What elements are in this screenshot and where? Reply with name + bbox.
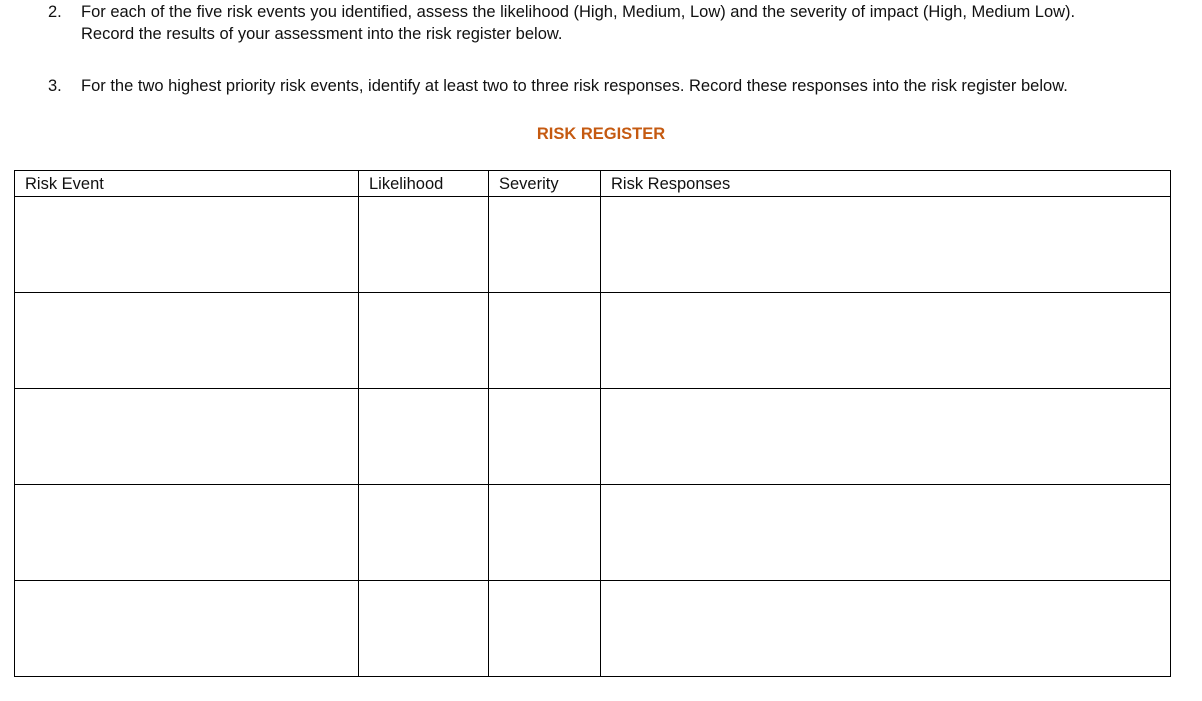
likelihood-cell[interactable] bbox=[359, 293, 489, 389]
likelihood-cell[interactable] bbox=[359, 581, 489, 677]
risk-event-cell[interactable] bbox=[15, 293, 359, 389]
risk-responses-cell[interactable] bbox=[601, 581, 1171, 677]
table-row bbox=[15, 293, 1171, 389]
table-header-row bbox=[15, 171, 1171, 197]
risk-event-cell[interactable] bbox=[15, 389, 359, 485]
instruction-text bbox=[81, 75, 1196, 97]
instruction-text bbox=[81, 1, 1196, 45]
risk-responses-cell[interactable] bbox=[601, 293, 1171, 389]
table-row bbox=[15, 581, 1171, 677]
header-severity: Severity bbox=[489, 171, 601, 197]
table-row bbox=[15, 197, 1171, 293]
table-row bbox=[15, 485, 1171, 581]
severity-cell[interactable] bbox=[489, 197, 601, 293]
instruction-line: Record the results of your assessment into the risk register below. bbox=[81, 25, 563, 43]
risk-event-cell[interactable] bbox=[15, 197, 359, 293]
header-likelihood: Likelihood bbox=[359, 171, 489, 197]
risk-responses-cell[interactable] bbox=[601, 389, 1171, 485]
risk-event-cell[interactable] bbox=[15, 581, 359, 677]
header-risk-event: Risk Event bbox=[15, 171, 359, 197]
severity-cell[interactable] bbox=[489, 389, 601, 485]
risk-event-cell[interactable] bbox=[15, 485, 359, 581]
risk-responses-cell[interactable] bbox=[601, 485, 1171, 581]
instruction-line: For each of the five risk events you identified, assess the likelihood (High, Medium, Low) and the severity of impact (High, Medium Low). bbox=[81, 3, 1076, 21]
severity-cell[interactable] bbox=[489, 581, 601, 677]
severity-cell[interactable] bbox=[489, 293, 601, 389]
risk-responses-cell[interactable] bbox=[601, 197, 1171, 293]
instruction-line: For the two highest priority risk events, identify at least two to three risk responses. Record these responses into the risk register below. bbox=[81, 77, 1068, 95]
likelihood-cell[interactable] bbox=[359, 485, 489, 581]
likelihood-cell[interactable] bbox=[359, 197, 489, 293]
register-title: RISK REGISTER bbox=[536, 125, 666, 143]
risk-register-table bbox=[14, 170, 1171, 677]
header-risk-responses: Risk Responses bbox=[601, 171, 1171, 197]
instruction-number: 3. bbox=[48, 77, 62, 95]
likelihood-cell[interactable] bbox=[359, 389, 489, 485]
severity-cell[interactable] bbox=[489, 485, 601, 581]
instruction-number: 2. bbox=[48, 3, 62, 21]
table-row bbox=[15, 389, 1171, 485]
